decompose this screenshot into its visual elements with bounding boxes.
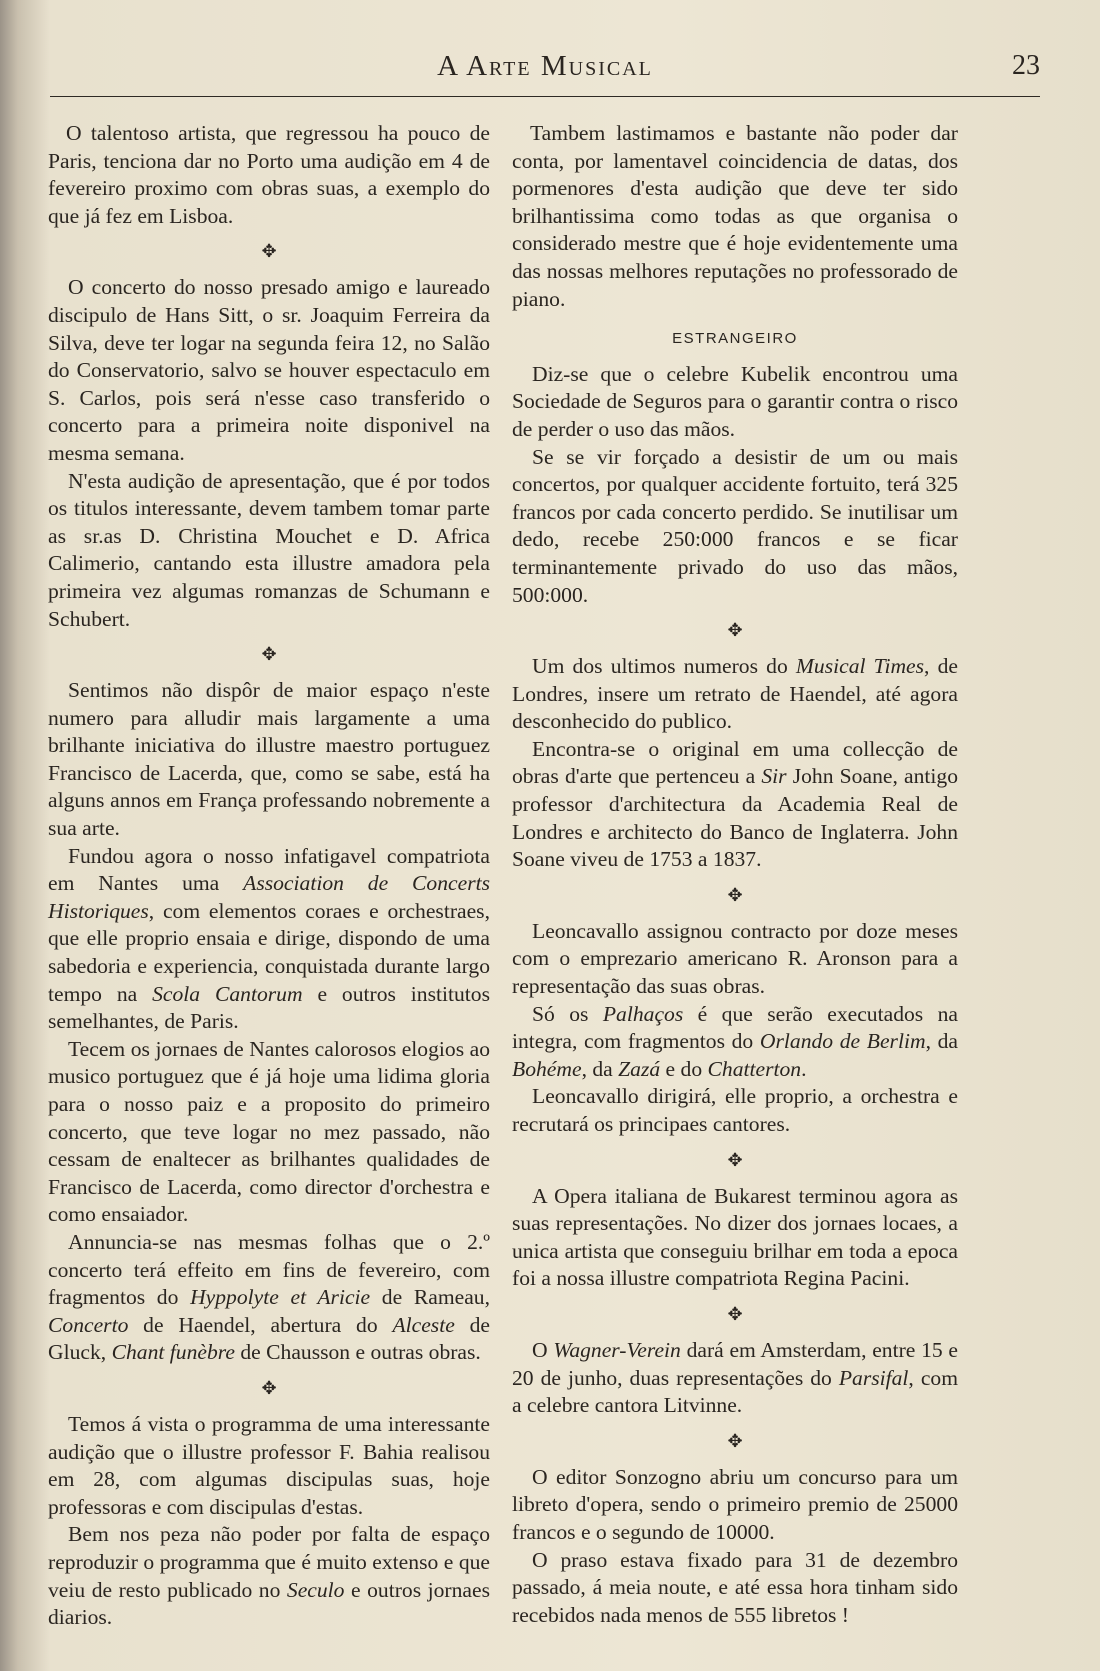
fleuron-ornament: ✥ [261, 644, 277, 666]
running-title: A Arte Musical [437, 50, 653, 82]
text-run: , da [925, 1029, 958, 1054]
page-number: 23 [1012, 50, 1040, 81]
paragraph [512, 1337, 958, 1420]
text-run: , com a celebre cantora Litvinne. [512, 1365, 958, 1418]
text-run: é que serão executados na integra, com fragmentos do [512, 1001, 958, 1054]
paragraph: O talentoso artista, que regressou ha pouco de Paris, tenciona dar no Porto uma audição em 4 de fevereiro proximo com obras suas, a exemplo do que já fez em Lisboa. [48, 121, 490, 228]
text-run: Annuncia-se nas mesmas folhas que o 2.º concerto terá effeito em fins de fevereiro, com fragmentos do [48, 1229, 490, 1310]
section-heading: ESTRANGEIRO [672, 330, 798, 348]
paragraph: O editor Sonzogno abriu um concurso para um libreto d'opera, sendo o primeiro premio de 25000 francos e o segundo de 10000. [512, 1464, 958, 1544]
text-run: . [801, 1056, 807, 1081]
text-run: , de Londres, insere um retrato de Haendel, até agora desconhecido do publico. [512, 654, 958, 734]
paragraph [48, 1521, 490, 1631]
paragraph: Sentimos não dispôr de maior espaço n'este numero para alludir mais largamente a uma brilhante iniciativa do illustre maestro portuguez Francisco de Lacerda, que, como se sabe, está ha alguns annos em França professando nobremente a sua arte. [48, 678, 490, 841]
italic-title: Palhaços [602, 1001, 684, 1026]
fleuron-ornament: ✥ [727, 1149, 743, 1171]
text-run: de Rameau, [370, 1285, 490, 1310]
fleuron-ornament: ✥ [727, 620, 743, 642]
paragraph: Tambem lastimamos e bastante não poder dar conta, por lamentavel coincidencia de datas, dos pormenores d'esta audição que deve ter sido brilhantissima como todas as que organisa o considerado mestre que é hoje evidentemente uma das nossas melhores reputações no professorado de piano. [512, 121, 958, 311]
text-run: , da [581, 1056, 619, 1081]
text-run: de Chausson e outras obras. [234, 1340, 481, 1365]
paragraph: Leoncavallo assignou contracto por doze meses com o emprezario americano R. Aronson para a representação das suas obras. [512, 918, 958, 999]
paragraph: A Opera italiana de Bukarest terminou agora as suas representações. No dizer dos jornaes locaes, a unica artista que conseguiu brilhar em toda a epoca foi a nossa illustre compatriota Regina Pacini. [512, 1183, 958, 1291]
text-run: e do [660, 1056, 708, 1081]
right-column [512, 120, 958, 1629]
paragraph: O concerto do nosso presado amigo e laureado discipulo de Hans Sitt, o sr. Joaquim Ferreira da Silva, deve ter logar na segunda feira 12, no Salão do Conservatorio, salvo se houver espectaculo em S. Carlos, pois será n'esse caso transferido o concerto para a primeira noite disponivel na mesma semana. [48, 275, 490, 465]
italic-title: Hyppolyte et Aricie [190, 1285, 371, 1310]
paragraph: Diz-se que o celebre Kubelik encontrou uma Sociedade de Seguros para o garantir contra o risco de perder o uso das mãos. [512, 361, 958, 441]
italic-title: Zazá [618, 1056, 661, 1081]
text-run: John Soane, antigo professor d'architectura da Academia Real de Londres e architecto do Banco de Inglaterra. John Soane viveu de 1753 a 1837. [512, 764, 958, 872]
text-run: Um dos ultimos numeros do [532, 654, 796, 679]
italic-title: Concerto [48, 1312, 129, 1337]
paragraph: Leoncavallo dirigirá, elle proprio, a orchestra e recrutará os principaes cantores. [512, 1084, 958, 1136]
italic-title: Bohéme [512, 1056, 582, 1081]
text-run: dará em Amsterdam, entre 15 e 20 de junho, duas representações do [512, 1337, 959, 1390]
text-run: Só os [532, 1001, 603, 1026]
italic-title: Alceste [392, 1312, 455, 1337]
paragraph: O praso estava fixado para 31 de dezembro passado, á meia noute, e até essa hora tinham sido recebidos nada menos de 555 libretos ! [512, 1547, 958, 1627]
italic-title: Musical Times [795, 654, 925, 679]
paragraph [512, 736, 958, 874]
italic-title: Association de Concerts Historiques [48, 871, 491, 923]
fleuron-ornament: ✥ [261, 1377, 277, 1399]
paragraph [48, 843, 490, 1036]
italic-title: Chant funèbre [111, 1340, 235, 1365]
text-run: Fundou agora o nosso infatigavel compatriota em Nantes uma [48, 843, 490, 896]
paragraph: Temos á vista o programma de uma interessante audição que o illustre professor F. Bahia realisou em 28, com algumas discipulas suas, hoje professoras e com discipulas d'estas. [48, 1411, 490, 1519]
italic-title: Parsifal [838, 1365, 909, 1390]
fleuron-ornament: ✥ [727, 1303, 743, 1325]
text-run: de Haendel, abertura do [128, 1312, 393, 1337]
fleuron-ornament: ✥ [727, 884, 743, 906]
text-run: Encontra-se o original em uma collecção de obras d'arte que pertenceu a [512, 736, 958, 789]
paragraph [512, 1001, 958, 1084]
text-run: e outros institutos semelhantes, de Paris. [48, 981, 490, 1034]
text-run: de Gluck, [48, 1312, 490, 1365]
paragraph: Se se vir forçado a desistir de um ou mais concertos, por qualquer accidente fortuito, terá 325 francos por cada concerto perdido. Se inutilisar um dedo, recebe 250:000 francos e se ficar terminantemente privado do uso das mãos, 500:000. [512, 444, 958, 607]
italic-title: Orlando de Berlim [759, 1029, 926, 1054]
text-run: Bem nos peza não poder por falta de espaço reproduzir o programma que é muito extenso e que veiu de resto publicado no [48, 1522, 490, 1602]
text-run: O [532, 1337, 554, 1362]
fleuron-ornament: ✥ [727, 1430, 743, 1452]
italic-title: Chatterton [707, 1056, 802, 1081]
italic-title: Wagner-Verein [553, 1337, 681, 1362]
left-column [48, 120, 490, 1632]
italic-title: Scola Cantorum [152, 981, 303, 1006]
paragraph: Tecem os jornaes de Nantes calorosos elogios ao musico portuguez que é já hoje uma lidima gloria para o nosso paiz e a proposito do primeiro concerto, que teve logar no mez passado, não cessam de enaltecer as brilhantes qualidades de Francisco de Lacerda, como director d'orchestra e como ensaiador. [48, 1036, 490, 1227]
page-header [50, 46, 1040, 97]
text-run: e outros jornaes diarios. [48, 1577, 490, 1630]
paragraph: N'esta audição de apresentação, que é por todos os titulos interessante, devem tambem tomar parte as sr.as D. Christina Mouchet e D. Africa Calimerio, cantando esta illustre amadora pela primeira vez algumas romanzas de Schumann e Schubert. [48, 468, 490, 631]
text-run: , com elementos coraes e orchestraes, que elle proprio ensaia e dirige, dispondo de uma sabedoria e experiencia, conquistada durante largo tempo na [48, 898, 490, 1006]
paragraph [512, 653, 958, 736]
italic-title: Seculo [286, 1577, 345, 1602]
paragraph [48, 1229, 490, 1367]
italic-title: Sir [761, 764, 787, 789]
fleuron-ornament: ✥ [261, 241, 277, 263]
